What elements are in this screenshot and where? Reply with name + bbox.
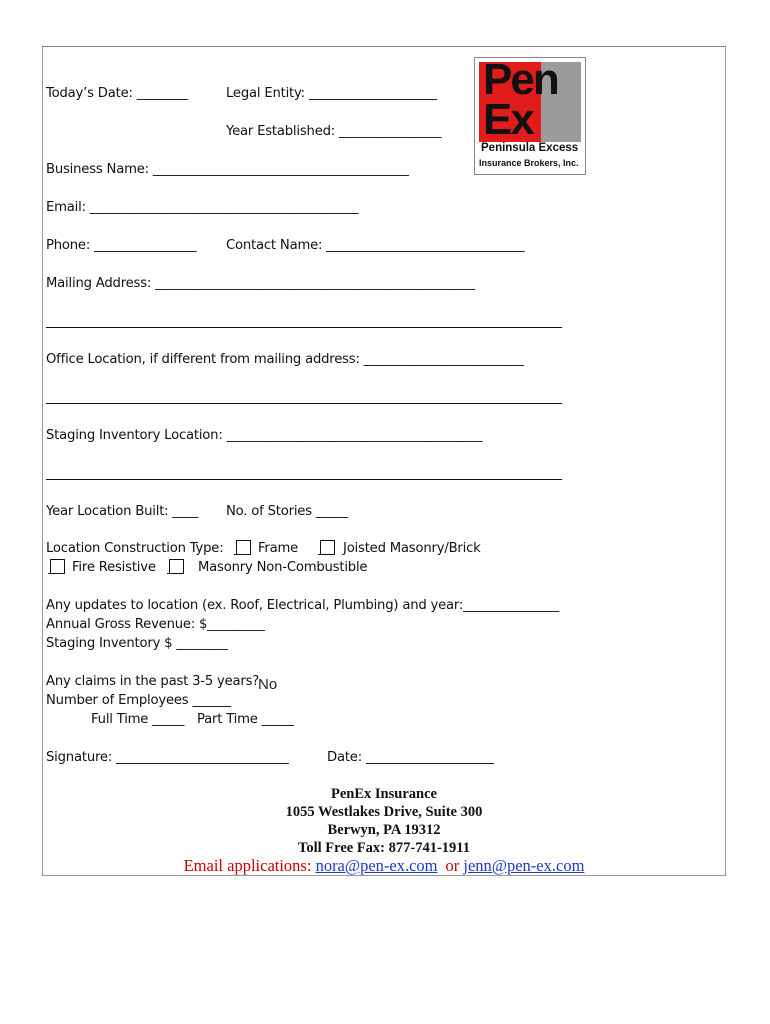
fire-resistive-checkbox[interactable] [50,559,65,574]
part-time-field[interactable]: Part Time _____ [197,712,294,727]
footer-address-2: Berwyn, PA 19312 [327,822,441,838]
frame-label: Frame [258,541,299,556]
frame-checkbox[interactable] [236,540,251,555]
penex-logo [474,57,586,175]
staging-inventory-location-line-2[interactable] [46,479,562,480]
office-location-field[interactable]: Office Location, if different from mailing address: _________________________ [46,352,524,367]
footer-address-1: 1055 Westlakes Drive, Suite 300 [285,804,483,820]
footer-email-line [42,856,726,876]
email-field[interactable]: Email: __________________________________________ [46,200,359,215]
form-top-border [42,46,726,47]
mailing-address-line-2[interactable] [46,327,562,328]
date-field[interactable]: Date: ____________________ [327,750,494,765]
office-location-line-2[interactable] [46,403,562,404]
footer-company: PenEx Insurance [331,786,437,802]
email-link-jenn[interactable]: jenn@pen-ex.com [463,856,585,875]
fire-resistive-label: Fire Resistive [72,560,156,575]
logo-ex-text: Ex [483,95,533,142]
construction-type-label: Location Construction Type: [46,541,224,556]
todays-date-field[interactable]: Today’s Date: ________ [46,86,188,101]
claims-answer[interactable]: No [258,676,278,693]
no-of-stories-field[interactable]: No. of Stories _____ [226,504,348,519]
claims-question: Any claims in the past 3-5 years? [46,674,260,689]
updates-field[interactable]: Any updates to location (ex. Roof, Electrical, Plumbing) and year:_______________ [46,598,560,613]
masonry-non-combustible-checkbox[interactable] [169,559,184,574]
year-location-built-field[interactable]: Year Location Built: ____ [46,504,198,519]
legal-entity-field[interactable]: Legal Entity: ____________________ [226,86,437,101]
masonry-non-combustible-label: Masonry Non-Combustible [198,560,368,575]
year-established-field[interactable]: Year Established: ________________ [226,124,442,139]
number-of-employees-label[interactable]: Number of Employees ______ [46,693,231,708]
logo-pen-text: Pen [483,62,558,104]
footer-fax: Toll Free Fax: 877-741-1911 [298,840,470,856]
signature-field[interactable]: Signature: ___________________________ [46,750,289,765]
annual-gross-revenue-field[interactable]: Annual Gross Revenue: $_________ [46,617,265,632]
email-or-text: or [445,856,460,875]
business-name-field[interactable]: Business Name: ________________________________________ [46,162,409,177]
staging-inventory-field[interactable]: Staging Inventory $ ________ [46,636,228,651]
email-link-nora[interactable]: nora@pen-ex.com [315,856,438,875]
joisted-masonry-checkbox[interactable] [320,540,335,555]
phone-field[interactable]: Phone: ________________ [46,238,197,253]
contact-name-field[interactable]: Contact Name: _______________________________ [226,238,525,253]
staging-inventory-location-field[interactable]: Staging Inventory Location: ________________________________________ [46,428,483,443]
email-applications-label: Email applications: [183,856,312,875]
logo-company-subtitle: Insurance Brokers, Inc. [479,158,579,168]
full-time-field[interactable]: Full Time _____ [91,712,185,727]
mailing-address-field[interactable]: Mailing Address: __________________________________________________ [46,276,475,291]
joisted-masonry-label: Joisted Masonry/Brick [343,541,481,556]
logo-red-block [479,62,581,142]
logo-company-name: Peninsula Excess [481,142,579,154]
